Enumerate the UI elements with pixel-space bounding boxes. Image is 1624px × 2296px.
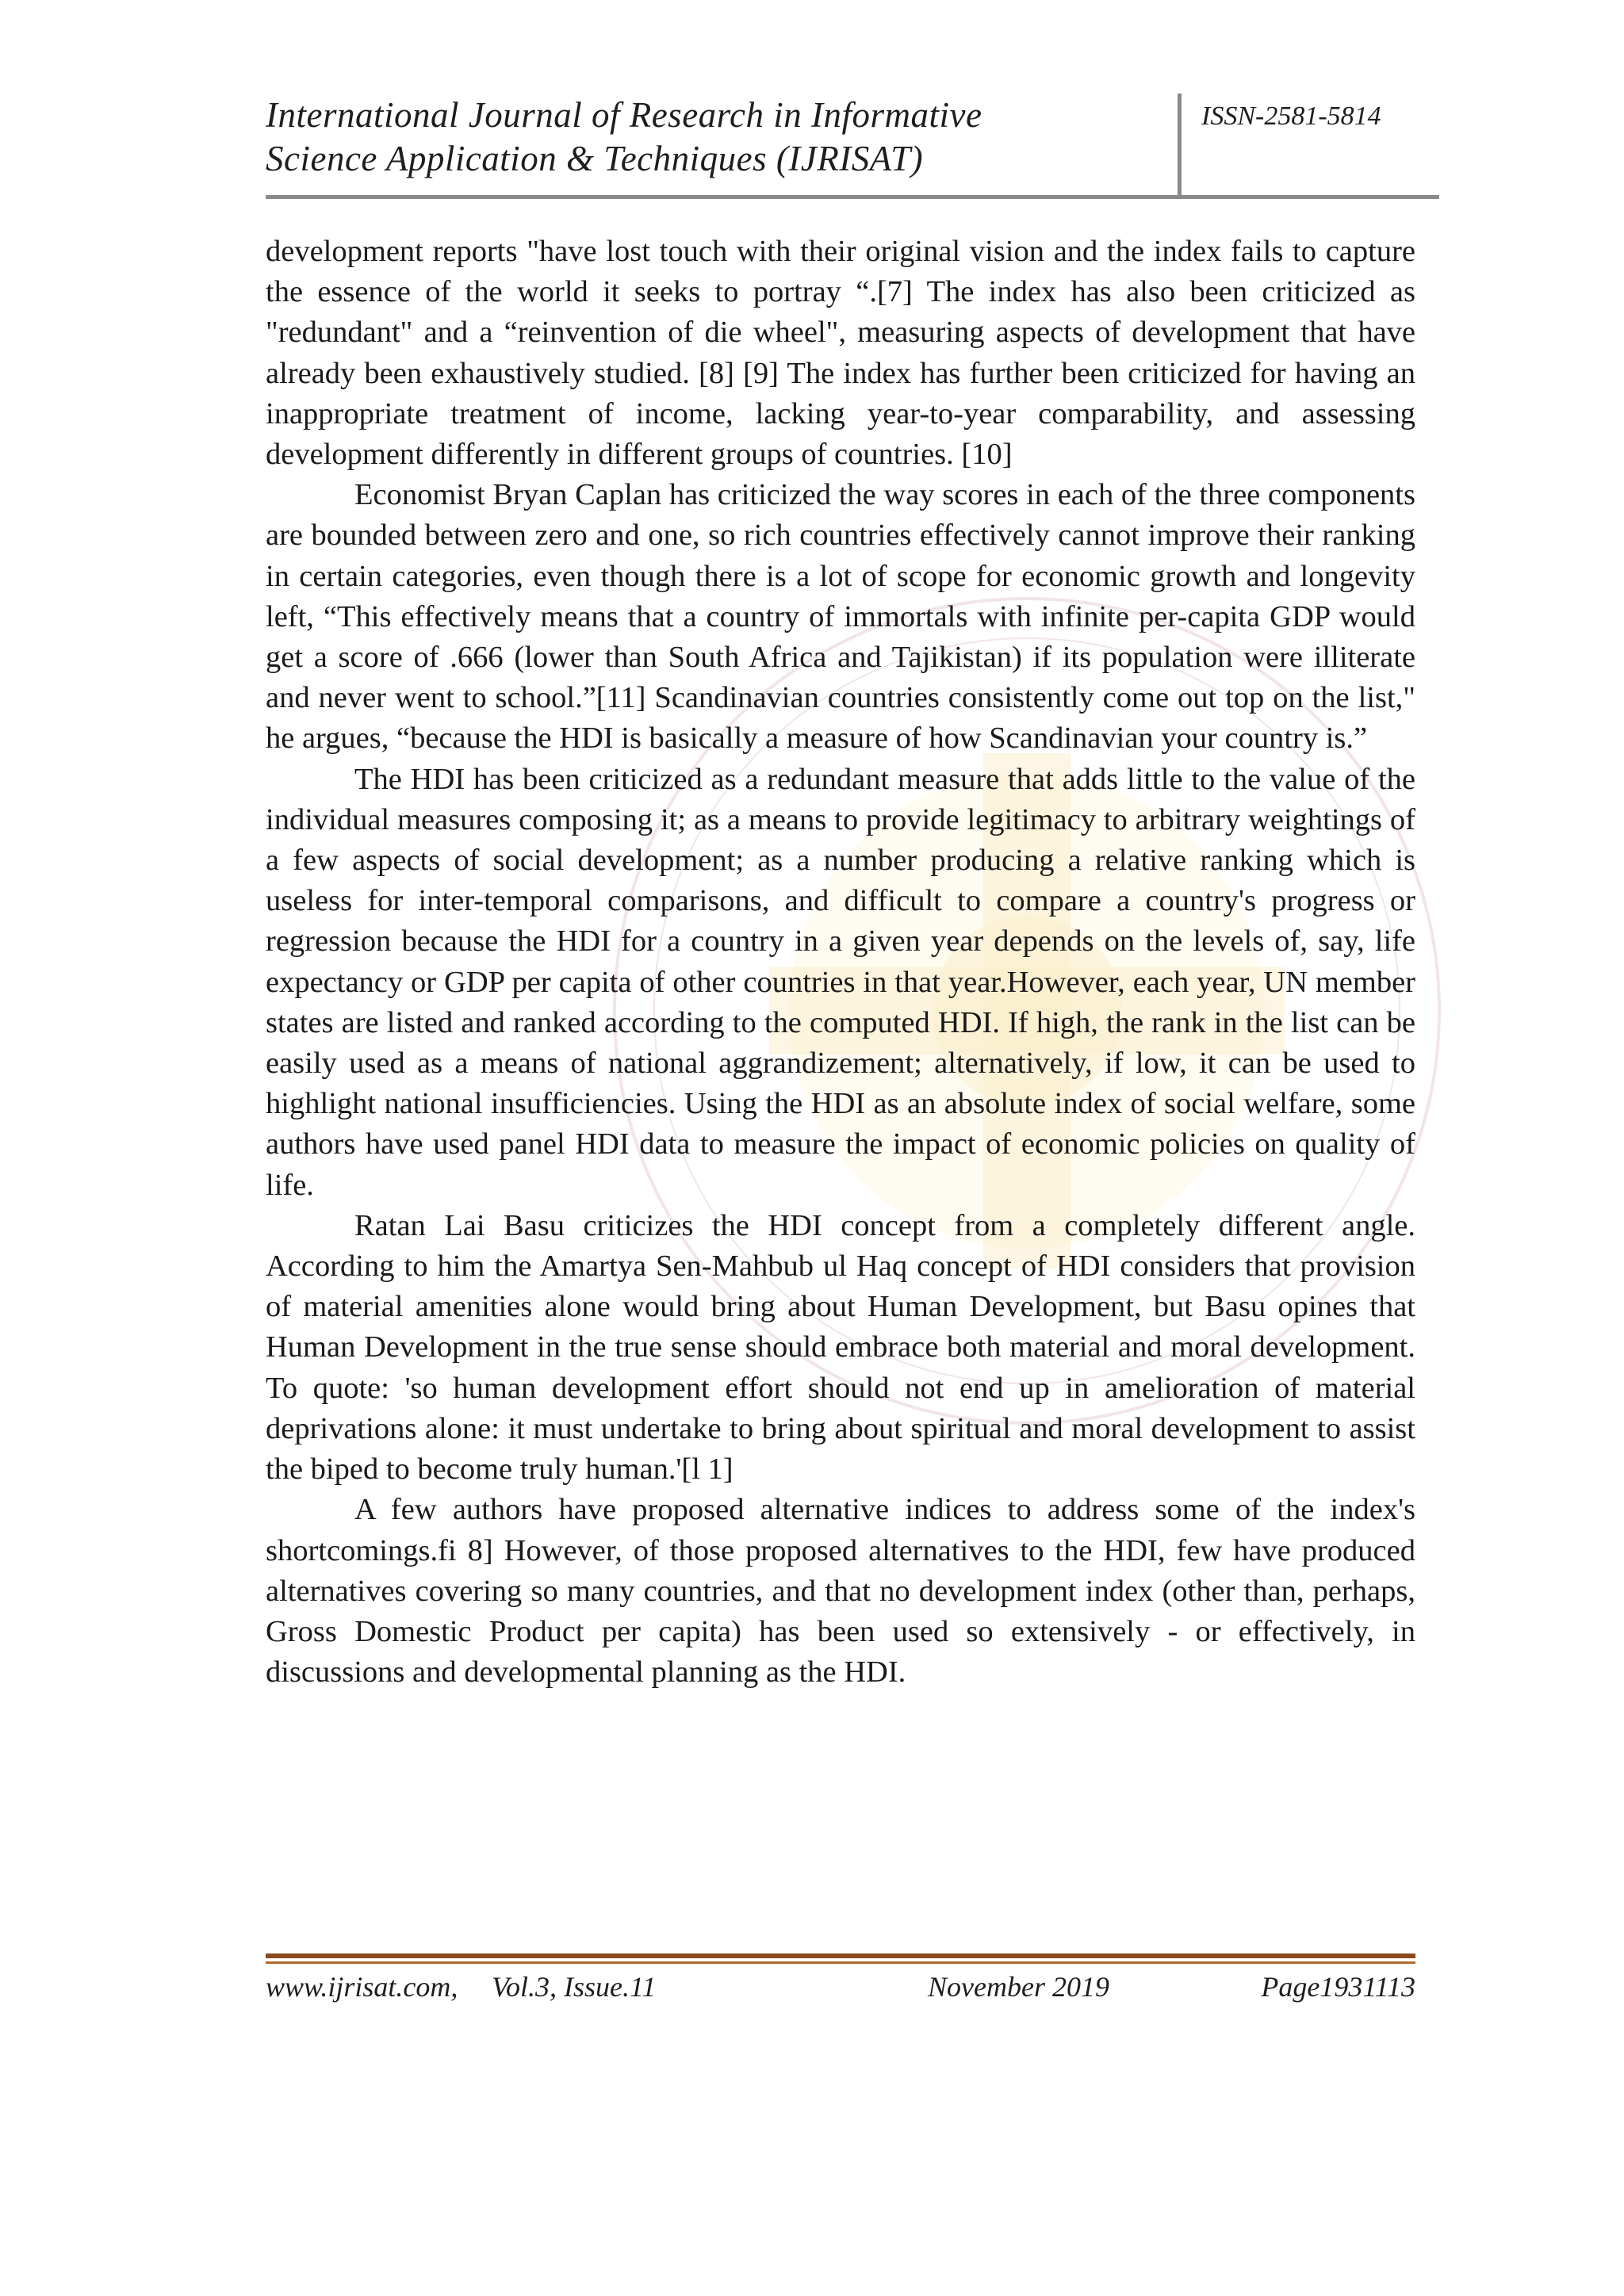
paragraph-3: The HDI has been criticized as a redundant measure that adds little to the value of the individual measures composing it; as a means to provide legitimacy to arbitrary weightings of a few aspects of social development; as a number producing a relative ranking which is useless for inter-temporal comparisons, and difficult to compare a country's progress or regression because the HDI for a country in a given year depends on the levels of, say, life expectancy or GDP per capita of other countries in that year.However, each year, UN member states are listed and ranked according to the computed HDI. If high, the rank in the list can be easily used as a means of national aggrandizement; alternatively, if low, it can be used to highlight national insufficiencies. Using the HDI as an absolute index of social welfare, some authors have used panel HDI data to measure the impact of economic policies on quality of life.: [266, 762, 1415, 1202]
footer-date: November 2019: [928, 1971, 1109, 2003]
paragraph-1: development reports "have lost touch with their original vision and the index fails to capture the essence of the world it seeks to portray “.[7] The index has also been criticized as "redundant" and a “reinvention of die wheel", measuring aspects of development that have already been exhaustively studied. [8] [9] The index has further been criticized for having an inappropriate treatment of income, lacking year-to-year comparability, and assessing development differently in different groups of countries. [10]: [266, 235, 1415, 472]
page-header: [266, 94, 1439, 197]
journal-title-line2: Science Application & Techniques (IJRISAT): [266, 139, 924, 178]
footer-website: www.ijrisat.com,: [266, 1971, 458, 2003]
journal-title: [266, 94, 1170, 181]
journal-title-line1: International Journal of Research in Informative: [266, 95, 982, 135]
page-footer: [266, 1970, 1415, 2010]
footer-page-number: Page1931113: [1261, 1971, 1415, 2003]
paragraph-5: A few authors have proposed alternative indices to address some of the index's shortcomings.fi 8] However, of those proposed alternatives to the HDI, few have produced alternatives covering so many countries, and that no development index (other than, perhaps, Gross Domestic Product per capita) has been used so extensively - or effectively, in discussions and developmental planning as the HDI.: [266, 1493, 1415, 1689]
header-vertical-divider: [1178, 94, 1182, 195]
footer-rule-thick: [266, 1954, 1415, 1958]
footer-rule-thin: [266, 1961, 1415, 1964]
paragraph-2: Economist Bryan Caplan has criticized the way scores in each of the three components are bounded between zero and one, so rich countries effectively cannot improve their ranking in certain categories, even though there is a lot of scope for economic growth and longevity left, “This effectively means that a country of immortals with infinite per-capita GDP would get a score of .666 (lower than South Africa and Tajikistan) if its population were illiterate and never went to school.”[11] Scandinavian countries consistently come out top on the list," he argues, “because the HDI is basically a measure of how Scandinavian your country is.”: [266, 478, 1415, 756]
header-rule: [266, 195, 1439, 199]
issn-number: ISSN-2581-5814: [1201, 101, 1381, 131]
article-body: [266, 232, 1415, 1693]
paragraph-4: Ratan Lai Basu criticizes the HDI concept from a completely different angle. According to him the Amartya Sen-Mahbub ul Haq concept of HDI considers that provision of material amenities alone would bring about Human Development, but Basu opines that Human Development in the true sense should embrace both material and moral development. To quote: 'so human development effort should not end up in amelioration of material deprivations alone: it must undertake to bring about spiritual and moral development to assist the biped to become truly human.'[l 1]: [266, 1208, 1415, 1487]
footer-volume-issue: Vol.3, Issue.11: [492, 1971, 657, 2003]
